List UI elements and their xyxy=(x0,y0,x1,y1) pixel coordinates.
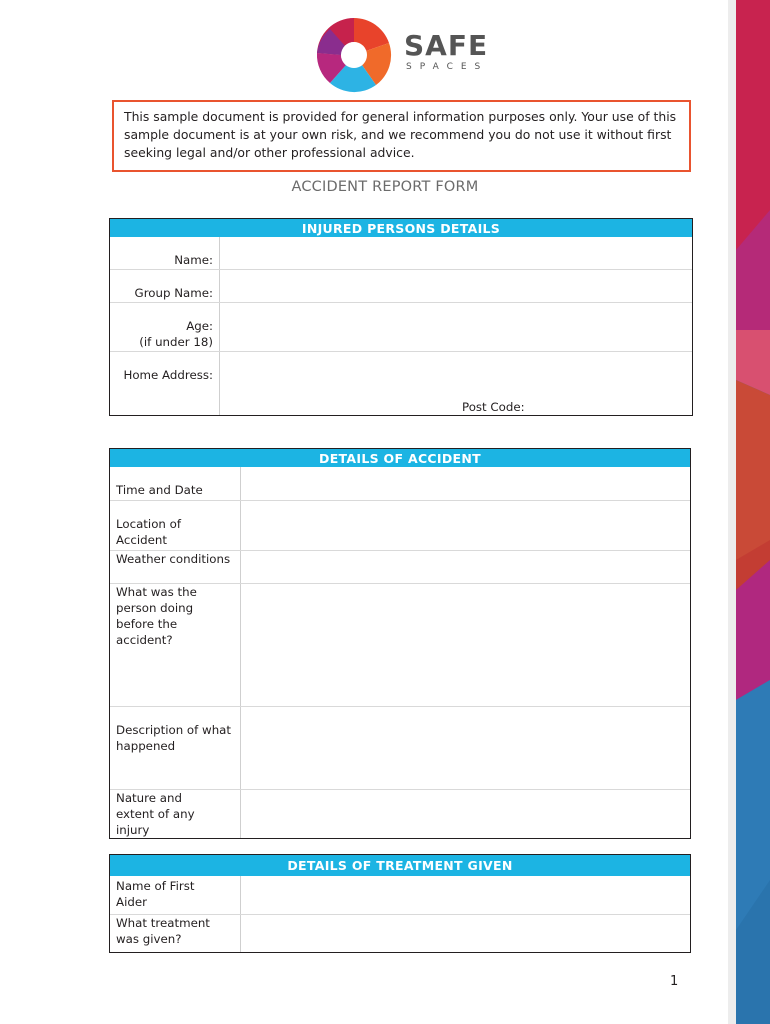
decorative-stripe xyxy=(736,0,770,1024)
disclaimer-box: This sample document is provided for general information purposes only. Your use of this sample document is at your own risk, and we recommend you do not use it without first seeking legal and/or other professional advice. xyxy=(112,100,691,172)
injury-label: Nature and extent of any injury xyxy=(110,790,241,838)
time-date-field[interactable] xyxy=(241,467,690,500)
location-row xyxy=(110,501,690,551)
page-number: 1 xyxy=(670,974,679,989)
accident-details-header: DETAILS OF ACCIDENT xyxy=(110,449,690,467)
age-row xyxy=(110,303,692,352)
first-aider-label: Name of First Aider xyxy=(110,876,241,914)
name-row xyxy=(110,237,692,270)
time-date-row xyxy=(110,467,690,501)
page-edge-shadow xyxy=(728,0,736,1024)
group-name-row xyxy=(110,270,692,303)
what-treatment-label: What treatment was given? xyxy=(110,915,241,952)
doing-row xyxy=(110,584,690,707)
location-label: Location of Accident xyxy=(110,501,241,550)
age-field[interactable] xyxy=(220,303,692,351)
treatment-table xyxy=(109,854,691,953)
injured-persons-header: INJURED PERSONS DETAILS xyxy=(110,219,692,237)
home-address-row xyxy=(110,352,692,415)
weather-row xyxy=(110,551,690,584)
injury-field[interactable] xyxy=(241,790,690,838)
time-date-label: Time and Date xyxy=(110,467,241,500)
first-aider-field[interactable] xyxy=(241,876,690,914)
what-treatment-field[interactable] xyxy=(241,915,690,952)
doing-field[interactable] xyxy=(241,584,690,706)
description-label: Description of what happened xyxy=(110,707,241,789)
accident-details-table xyxy=(109,448,691,839)
name-label: Name: xyxy=(110,237,220,269)
group-name-field[interactable] xyxy=(220,270,692,302)
post-code-label: Post Code: xyxy=(462,400,525,414)
injury-row xyxy=(110,790,690,838)
location-field[interactable] xyxy=(241,501,690,550)
description-field[interactable] xyxy=(241,707,690,789)
weather-label: Weather conditions xyxy=(110,551,241,583)
home-address-field[interactable] xyxy=(220,352,692,415)
age-label: Age: (if under 18) xyxy=(110,303,220,351)
first-aider-row xyxy=(110,876,690,915)
aperture-logo-icon xyxy=(316,17,394,93)
name-field[interactable] xyxy=(220,237,692,269)
weather-field[interactable] xyxy=(241,551,690,583)
safe-spaces-logo xyxy=(316,17,492,93)
what-treatment-row xyxy=(110,915,690,952)
description-row xyxy=(110,707,690,790)
doing-label: What was the person doing before the accident? xyxy=(110,584,241,706)
form-title: ACCIDENT REPORT FORM xyxy=(291,179,479,195)
injured-persons-table xyxy=(109,218,693,416)
logo-subtitle: SPACES xyxy=(406,62,489,72)
logo-wordmark: SAFE xyxy=(404,29,489,62)
treatment-header: DETAILS OF TREATMENT GIVEN xyxy=(110,855,690,876)
home-address-label: Home Address: xyxy=(110,352,220,415)
age-note: (if under 18) xyxy=(139,335,213,349)
group-name-label: Group Name: xyxy=(110,270,220,302)
